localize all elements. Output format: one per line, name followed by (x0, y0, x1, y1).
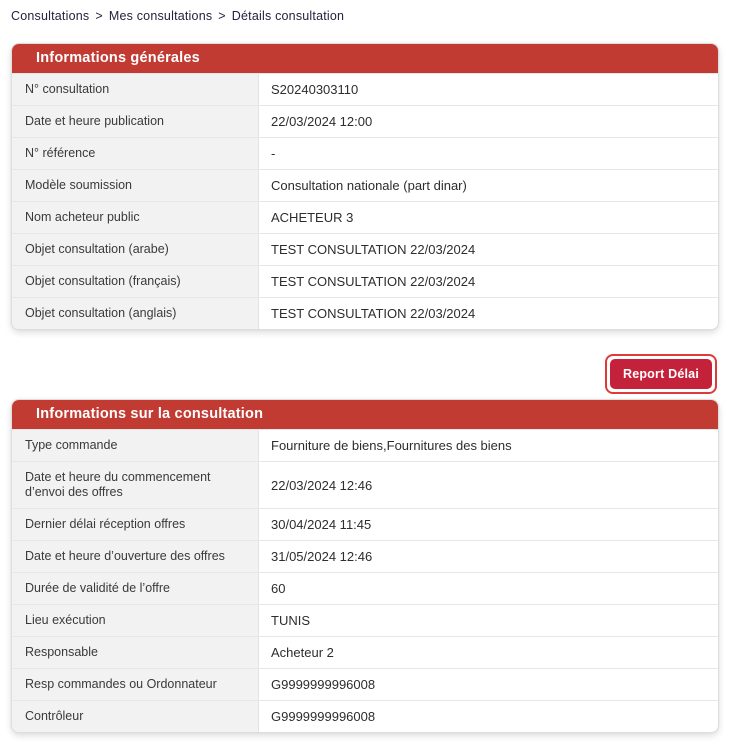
table-row (12, 636, 718, 668)
row-label-responsable: Responsable (12, 637, 259, 668)
row-value-duree-validite: 60 (259, 573, 718, 604)
table-row (12, 604, 718, 636)
row-value-numero-reference: - (259, 138, 718, 169)
row-value-date-commencement-envoi: 22/03/2024 12:46 (259, 462, 718, 508)
row-label-resp-commandes: Resp commandes ou Ordonnateur (12, 669, 259, 700)
table-row (12, 429, 718, 461)
table-row (12, 297, 718, 329)
row-value-lieu-execution: TUNIS (259, 605, 718, 636)
row-value-objet-anglais: TEST CONSULTATION 22/03/2024 (259, 298, 718, 329)
breadcrumb-separator: > (95, 9, 103, 23)
row-value-date-publication: 22/03/2024 12:00 (259, 106, 718, 137)
breadcrumb-separator: > (218, 9, 226, 23)
table-row (12, 73, 718, 105)
breadcrumb-item-consultations[interactable]: Consultations (11, 9, 90, 23)
row-value-nom-acheteur: ACHETEUR 3 (259, 202, 718, 233)
table-row (12, 105, 718, 137)
row-label-dernier-delai-reception: Dernier délai réception offres (12, 509, 259, 540)
table-row (12, 700, 718, 732)
row-label-controleur: Contrôleur (12, 701, 259, 732)
row-value-objet-francais: TEST CONSULTATION 22/03/2024 (259, 266, 718, 297)
row-label-lieu-execution: Lieu exécution (12, 605, 259, 636)
general-info-card (11, 43, 719, 330)
row-label-objet-anglais: Objet consultation (anglais) (12, 298, 259, 329)
row-label-type-commande: Type commande (12, 430, 259, 461)
row-value-dernier-delai-reception: 30/04/2024 11:45 (259, 509, 718, 540)
row-label-objet-arabe: Objet consultation (arabe) (12, 234, 259, 265)
breadcrumb (0, 0, 731, 23)
table-row (12, 265, 718, 297)
row-label-date-ouverture-offres: Date et heure d’ouverture des offres (12, 541, 259, 572)
consultation-info-card (11, 399, 719, 733)
actions-bar (0, 354, 717, 394)
general-info-section-title: Informations générales (12, 44, 718, 73)
breadcrumb-item-mes-consultations[interactable]: Mes consultations (108, 9, 213, 23)
table-row (12, 540, 718, 572)
consultation-info-section-title: Informations sur la consultation (12, 400, 718, 429)
table-row (12, 508, 718, 540)
table-row (12, 572, 718, 604)
table-row (12, 169, 718, 201)
row-value-responsable: Acheteur 2 (259, 637, 718, 668)
table-row (12, 668, 718, 700)
row-value-objet-arabe: TEST CONSULTATION 22/03/2024 (259, 234, 718, 265)
row-label-numero-consultation: N° consultation (12, 74, 259, 105)
row-value-controleur: G9999999996008 (259, 701, 718, 732)
breadcrumb-item-details-consultation: Détails consultation (231, 9, 345, 23)
row-value-date-ouverture-offres: 31/05/2024 12:46 (259, 541, 718, 572)
row-label-objet-francais: Objet consultation (français) (12, 266, 259, 297)
table-row (12, 233, 718, 265)
table-row (12, 201, 718, 233)
report-delai-focus-ring (605, 354, 717, 394)
row-label-nom-acheteur: Nom acheteur public (12, 202, 259, 233)
row-label-modele-soumission: Modèle soumission (12, 170, 259, 201)
row-value-modele-soumission: Consultation nationale (part dinar) (259, 170, 718, 201)
table-row (12, 461, 718, 508)
row-label-duree-validite: Durée de validité de l’offre (12, 573, 259, 604)
row-label-numero-reference: N° référence (12, 138, 259, 169)
report-delai-button[interactable]: Report Délai (610, 359, 712, 389)
table-row (12, 137, 718, 169)
row-value-numero-consultation: S20240303110 (259, 74, 718, 105)
row-label-date-publication: Date et heure publication (12, 106, 259, 137)
row-value-type-commande: Fourniture de biens,Fournitures des biens (259, 430, 718, 461)
row-label-date-commencement-envoi: Date et heure du commencement d’envoi des offres (12, 462, 259, 508)
row-value-resp-commandes: G9999999996008 (259, 669, 718, 700)
